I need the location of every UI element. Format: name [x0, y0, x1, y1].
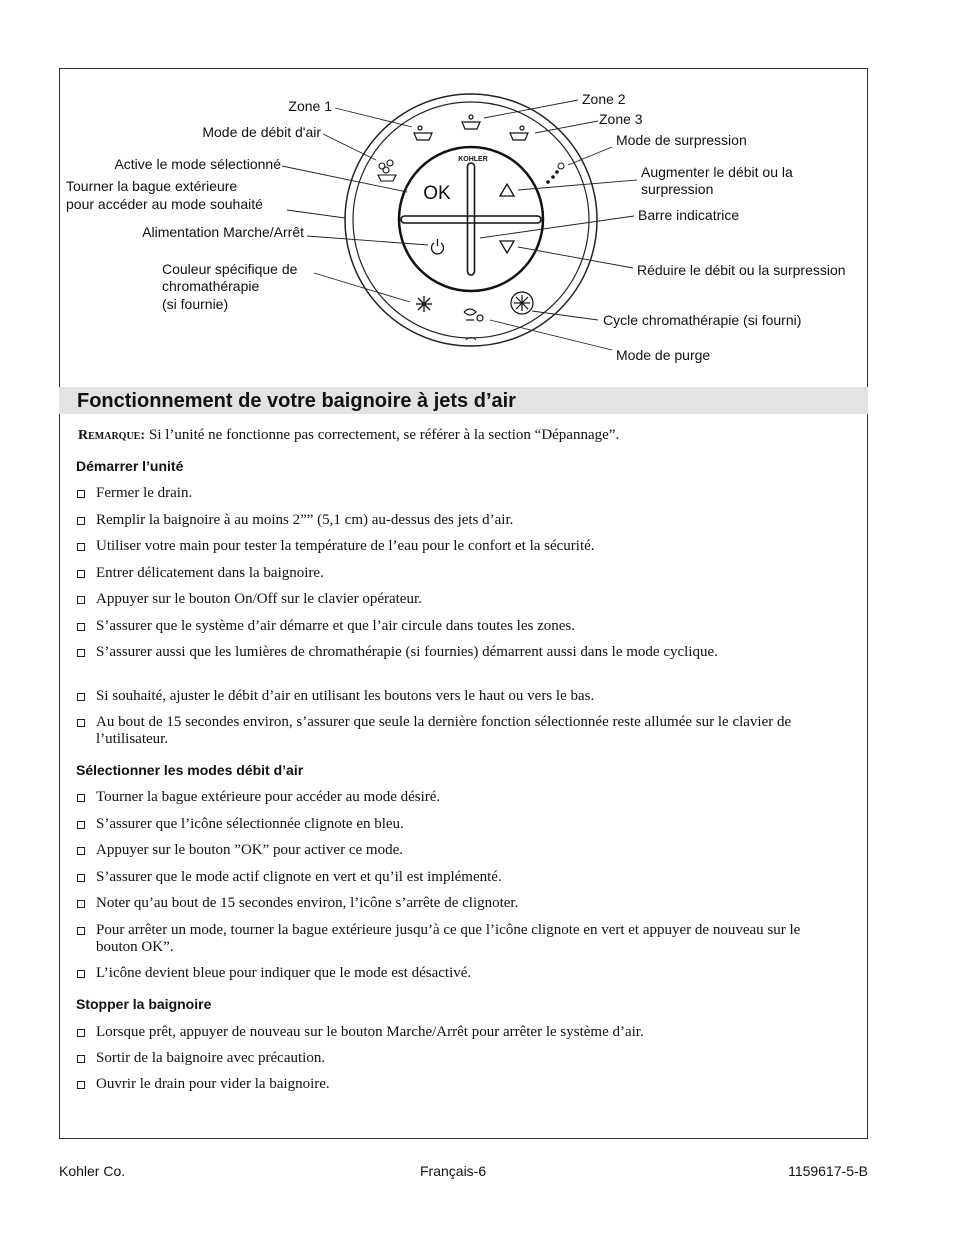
checkbox-icon: [77, 874, 85, 882]
label-ring-line1: Tourner la bague extérieure: [66, 178, 238, 194]
list-item: L’icône devient bleue pour indiquer que le mode est désactivé.: [76, 965, 816, 982]
label-chroma-line3: (si fournie): [162, 296, 229, 312]
list-item: S’assurer aussi que les lumières de chromathérapie (si fournies) démarrent aussi dans le mode cyclique.: [76, 644, 816, 661]
checkbox-icon: [77, 900, 85, 908]
checkbox-icon: [77, 517, 85, 525]
brand-logo: KOHLER: [458, 156, 488, 163]
heading-modes: Sélectionner les modes débit d’air: [76, 762, 304, 778]
section-title: Fonctionnement de votre baignoire à jets d’air: [77, 390, 516, 412]
list-item: Si souhaité, ajuster le débit d’air en utilisant les boutons vers le haut ou vers le bas.: [76, 688, 816, 705]
increase-arrow-icon[interactable]: [500, 184, 514, 196]
chroma-color-icon: [416, 296, 432, 312]
checkbox-icon: [77, 1029, 85, 1037]
footer-page-number: Français-6: [420, 1163, 487, 1179]
checkbox-icon: [77, 927, 85, 935]
checkbox-icon: [77, 1081, 85, 1089]
list-item: Appuyer sur le bouton On/Off sur le clavier opérateur.: [76, 591, 816, 608]
list-item: Tourner la bague extérieure pour accéder au mode désiré.: [76, 789, 816, 806]
label-activate-mode: Active le mode sélectionné: [114, 156, 281, 172]
list-item: Lorsque prêt, appuyer de nouveau sur le bouton Marche/Arrêt pour arrêter le système d’air.: [76, 1024, 816, 1041]
note: [78, 426, 619, 445]
checkbox-icon: [77, 596, 85, 604]
checkbox-icon: [77, 847, 85, 855]
power-icon[interactable]: [432, 239, 444, 254]
list-item: Fermer le drain.: [76, 485, 816, 502]
list-item: S’assurer que le mode actif clignote en vert et qu’il est implémenté.: [76, 869, 816, 886]
air-flow-mode-icon: [378, 160, 396, 181]
list-item: Entrer délicatement dans la baignoire.: [76, 565, 816, 582]
control-panel-diagram: [0, 0, 954, 380]
list-item: Au bout de 15 secondes environ, s’assurer que seule la dernière fonction sélectionnée reste allumée sur le clavier de l’utilisateur.: [76, 714, 816, 748]
chroma-cycle-icon: [511, 292, 533, 314]
checkbox-icon: [77, 794, 85, 802]
list-item: Pour arrêter un mode, tourner la bague extérieure jusqu’à ce que l’icône clignote en vert et appuyer de nouveau sur le bouton OK”.: [76, 922, 816, 956]
zone3-icon: [510, 126, 528, 140]
label-purge-mode: Mode de purge: [616, 347, 711, 363]
checkbox-icon: [77, 543, 85, 551]
zone1-icon: [414, 126, 432, 140]
label-air-flow-mode: Mode de débit d'air: [202, 124, 321, 140]
checkbox-icon: [77, 719, 85, 727]
list-item: Appuyer sur le bouton ”OK” pour activer ce mode.: [76, 842, 816, 859]
checkbox-icon: [77, 821, 85, 829]
label-increase-line2: surpression: [641, 181, 714, 197]
checkbox-icon: [77, 1055, 85, 1063]
label-pressure-mode: Mode de surpression: [616, 132, 747, 148]
list-item: Sortir de la baignoire avec précaution.: [76, 1050, 816, 1067]
footer-company: Kohler Co.: [59, 1163, 126, 1179]
pressure-mode-icon: [547, 163, 564, 183]
ok-button[interactable]: OK: [423, 183, 451, 204]
indicator-bar-horizontal: [401, 216, 541, 223]
list-item: S’assurer que l’icône sélectionnée clignote en bleu.: [76, 816, 816, 833]
label-ring-line2: pour accéder au mode souhaité: [66, 196, 263, 212]
decrease-arrow-icon[interactable]: [500, 241, 514, 253]
label-decrease: Réduire le débit ou la surpression: [637, 262, 846, 278]
list-item: Utiliser votre main pour tester la température de l’eau pour le confort et la sécurité.: [76, 538, 816, 555]
note-text: Si l’unité ne fonctionne pas correctement, se référer à la section “Dépannage”.: [149, 427, 620, 443]
list-item: S’assurer que le système d’air démarre et que l’air circule dans toutes les zones.: [76, 618, 816, 635]
inner-ring: [353, 102, 589, 338]
outer-ring: [345, 94, 597, 346]
list-item: Noter qu’au bout de 15 secondes environ, l’icône s’arrête de clignoter.: [76, 895, 816, 912]
heading-stop: Stopper la baignoire: [76, 996, 212, 1012]
indicator-bar-vertical: [468, 163, 475, 275]
label-increase-line1: Augmenter le débit ou la: [641, 164, 793, 180]
checkbox-icon: [77, 623, 85, 631]
purge-mode-icon: [464, 309, 483, 321]
footer-document-id: 1159617-5-B: [788, 1163, 868, 1179]
label-power: Alimentation Marche/Arrêt: [142, 224, 304, 240]
label-chroma-cycle: Cycle chromathérapie (si fourni): [603, 312, 802, 328]
label-chroma-line1: Couleur spécifique de: [162, 261, 298, 277]
heading-start: Démarrer l’unité: [76, 458, 184, 474]
label-zone1: Zone 1: [288, 98, 332, 114]
checkbox-icon: [77, 693, 85, 701]
label-chroma-line2: chromathérapie: [162, 278, 260, 294]
checkbox-icon: [77, 490, 85, 498]
label-indicator-bar: Barre indicatrice: [638, 207, 740, 223]
checkbox-icon: [77, 970, 85, 978]
list-item: Ouvrir le drain pour vider la baignoire.: [76, 1076, 816, 1093]
note-label: Remarque:: [78, 428, 145, 443]
label-zone3: Zone 3: [599, 111, 643, 127]
zone2-icon: [462, 115, 480, 129]
keypad: [399, 147, 543, 291]
checkbox-icon: [77, 570, 85, 578]
list-item: Remplir la baignoire à au moins 2”” (5,1 cm) au-dessus des jets d’air.: [76, 512, 816, 529]
label-zone2: Zone 2: [582, 91, 626, 107]
checkbox-icon: [77, 649, 85, 657]
